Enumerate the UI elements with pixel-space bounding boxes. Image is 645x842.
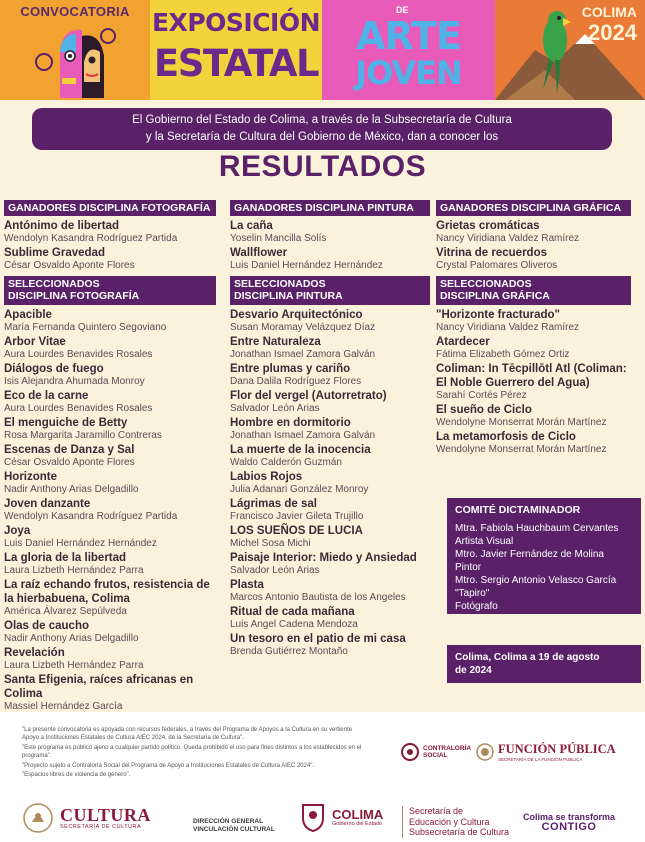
list-item: [4, 619, 216, 645]
intro-line-2: y la Secretaría de Cultura del Gobierno de México, dan a conocer los: [145, 131, 499, 143]
list-item: [4, 470, 216, 496]
work-title: Wallflower: [230, 247, 288, 259]
exposicion-label: EXPOSICIÓN: [151, 8, 321, 37]
work-title: Paisaje Interior: Miedo y Ansiedad: [230, 552, 417, 564]
comite-line: Mtro. Javier Fernández de Molina: [455, 549, 604, 560]
list-item: [4, 551, 216, 577]
contraloria-social-logo: [400, 742, 471, 762]
list-item: [230, 605, 430, 631]
work-title: Lágrimas de sal: [230, 498, 317, 510]
cultura-label: CULTURA: [60, 805, 151, 825]
de-label: DE: [396, 5, 409, 15]
estatal-label: ESTATAL: [153, 42, 319, 85]
author-name: Nancy Viridiana Valdez Ramírez: [436, 233, 580, 244]
author-name: Luis Angel Cadena Mendoza: [230, 619, 358, 630]
work-title: Eco de la carne: [4, 390, 89, 402]
contraloria-emblem-icon: [400, 742, 420, 762]
author-name: Dana Dalila Rodríguez Flores: [230, 376, 362, 387]
list-item: [4, 246, 216, 272]
work-title: Revelación: [4, 647, 65, 659]
list-item: [230, 362, 430, 388]
funcion-publica-sub: SECRETARÍA DE LA FUNCIÓN PÚBLICA: [498, 757, 583, 762]
work-title: Plasta: [230, 579, 264, 591]
work-title: La metamorfosis de Ciclo: [436, 431, 576, 443]
author-name: Brenda Gutiérrez Montaño: [230, 646, 348, 657]
author-name: Julia Adanari González Monroy: [230, 484, 369, 495]
list-item: [230, 335, 430, 361]
comite-line: Mtro. Sergio Antonio Velasco García: [455, 575, 617, 586]
legal-note: "Espacios libres de violencia de género".: [22, 772, 131, 779]
comite-title: COMITÉ DICTAMINADOR: [455, 504, 581, 516]
author-name: Jonathan Ismael Zamora Galván: [230, 349, 376, 360]
list-item: [436, 246, 631, 272]
intro-line-1: El Gobierno del Estado de Colima, a través de la Subsecretaría de Cultura: [132, 114, 512, 126]
author-name: Fátima Elizabeth Gómez Ortiz: [436, 349, 570, 360]
author-name: Salvador León Arias: [230, 403, 320, 414]
author-name: Nadir Anthony Arias Delgadillo: [4, 484, 139, 495]
list-item: [4, 416, 216, 442]
work-title: Joya: [4, 525, 31, 537]
legal-note: "La presente convocatoria es apoyada con recursos federales, a través del Programa de Apoyos a la Cultura en su vertiente Apoyo a Instituciones Estatales de Cultura AIEC 2024, de la Secretaría de Cultura".: [22, 727, 352, 742]
list-item: [230, 524, 430, 550]
author-name: Isis Alejandra Ahumada Monroy: [4, 376, 145, 387]
work-title: Vitrina de recuerdos: [436, 247, 547, 259]
work-title: Hombre en dormitorio: [230, 417, 351, 429]
secretaria-line-1: Secretaría de: [409, 806, 464, 816]
list-item: [436, 219, 631, 245]
intro-banner: [32, 108, 612, 150]
work-title: El sueño de Ciclo: [436, 404, 532, 416]
colima-gobierno-sub: Gobierno del Estado: [332, 820, 383, 827]
comite-line: Mtra. Fabiola Hauchbaum Cervantes: [455, 523, 619, 534]
work-title: El menguiche de Betty: [4, 417, 128, 429]
author-name: Michel Sosa Michi: [230, 538, 311, 549]
comite-line: Pintor: [455, 562, 482, 573]
comite-line: Fotógrafo: [455, 601, 498, 612]
section-head-line-2: DISCIPLINA FOTOGRAFÍA: [8, 290, 140, 302]
colima-panel: [495, 0, 645, 100]
colima-shield-icon: [300, 802, 326, 832]
author-name: Wendolyn Kasandra Rodríguez Partida: [4, 233, 178, 244]
list-item: [436, 362, 631, 402]
list-item: [4, 219, 216, 245]
contigo-line-2: CONTIGO: [541, 821, 597, 833]
work-title: LOS SUEÑOS DE LUCIA: [230, 525, 363, 537]
section-head-line-1: SELECCIONADOS: [234, 278, 326, 290]
section-head-selected-grafica: [436, 276, 631, 305]
author-name: Yoselin Mancilla Solís: [230, 233, 327, 244]
list-item: [436, 403, 631, 429]
section-head-line-1: SELECCIONADOS: [8, 278, 100, 290]
place-date-line-1: Colima, Colima a 19 de agosto: [455, 652, 600, 663]
funcion-publica-label: FUNCIÓN PÚBLICA: [498, 742, 616, 756]
list-item: [436, 430, 631, 456]
work-title: Entre plumas y cariño: [230, 363, 351, 375]
author-name: Massiel Hernández García: [4, 701, 123, 712]
arte-joven-panel: [322, 0, 495, 100]
contraloria-label: CONTRALORÍA: [423, 745, 472, 752]
list-item: [230, 443, 430, 469]
list-item: [230, 470, 430, 496]
cultura-logo: [22, 802, 151, 834]
comite-line: "Tapiro": [455, 588, 490, 599]
work-title: Un tesoro en el patio de mi casa: [230, 633, 406, 645]
author-name: Francisco Javier Gileta Trujillo: [230, 511, 364, 522]
list-item: [230, 632, 430, 658]
section-head-winners-foto: GANADORES DISCIPLINA FOTOGRAFÍA: [4, 200, 216, 216]
list-item: [4, 497, 216, 523]
author-name: Nadir Anthony Arias Delgadillo: [4, 633, 139, 644]
secretaria-line-3: Subsecretaría de Cultura: [409, 827, 510, 837]
list-item: [4, 308, 216, 334]
list-item: [4, 362, 216, 388]
work-title: Flor del vergel (Autorretrato): [230, 390, 387, 402]
work-title: Diálogos de fuego: [4, 363, 104, 375]
list-item: [230, 246, 430, 272]
author-name: Wendolyne Monserrat Morán Martínez: [436, 444, 607, 455]
legal-notes: [22, 726, 362, 780]
author-name: Laura Lizbeth Hernández Parra: [4, 660, 144, 671]
convocatoria-label: CONVOCATORIA: [20, 4, 130, 19]
section-head-line-2: DISCIPLINA PINTURA: [234, 290, 343, 302]
section-head-line-2: DISCIPLINA GRÁFICA: [440, 290, 550, 302]
work-title: "Horizonte fracturado": [436, 309, 560, 321]
author-name: Aura Lourdes Benavides Rosales: [4, 349, 153, 360]
author-name: Laura Lizbeth Hernández Parra: [4, 565, 144, 576]
page-title: RESULTADOS: [218, 150, 427, 183]
column-pintura: [230, 200, 430, 659]
colima-gobierno-label: COLIMA: [332, 806, 384, 822]
work-title: Antónimo de libertad: [4, 220, 119, 232]
vinculacion-line-2: VINCULACIÓN CULTURAL: [193, 826, 275, 833]
list-item: [230, 416, 430, 442]
funcion-publica-emblem-icon: [476, 742, 494, 762]
work-title: Coliman: In Tēcpillōtl Atl (Coliman: El Noble Guerrero del Agua): [436, 363, 627, 389]
work-title: Entre Naturaleza: [230, 336, 321, 348]
legal-note: "Proyecto sujeto a Contraloría Social del Programa de Apoyo a Instituciones Estatales de Cultura AIEC 2024".: [22, 762, 315, 769]
section-head-selected-pintura: [230, 276, 430, 305]
list-item: [230, 219, 430, 245]
author-name: Waldo Calderón Guzmán: [230, 457, 342, 468]
list-item: [4, 389, 216, 415]
work-title: Joven danzante: [4, 498, 91, 510]
year-label: 2024: [588, 20, 637, 45]
author-name: César Osvaldo Aponte Flores: [4, 260, 135, 271]
work-title: Olas de caucho: [4, 620, 90, 632]
list-item: [230, 389, 430, 415]
work-title: Atardecer: [436, 336, 490, 348]
work-title: La caña: [230, 220, 273, 232]
section-head-selected-foto: [4, 276, 216, 305]
vinculacion-logo: [193, 818, 275, 834]
author-name: Wendolyne Monserrat Morán Martínez: [436, 417, 607, 428]
list-item: [4, 524, 216, 550]
work-title: Escenas de Danza y Sal: [4, 444, 135, 456]
exposicion-panel: [150, 0, 322, 100]
secretaria-line-2: Educación y Cultura: [409, 816, 490, 827]
author-name: Nancy Viridiana Valdez Ramírez: [436, 322, 580, 333]
list-item: [230, 308, 430, 334]
work-title: Arbor Vitae: [4, 336, 66, 348]
work-title: La raíz echando frutos, resistencia de la hierbabuena, Colima: [4, 579, 210, 605]
column-grafica: [436, 200, 631, 457]
list-item: [4, 443, 216, 469]
work-title: Horizonte: [4, 471, 58, 483]
comite-dictaminador-box: [447, 498, 641, 614]
list-item: [4, 578, 216, 618]
author-name: Aura Lourdes Benavides Rosales: [4, 403, 153, 414]
mexico-seal-icon: [22, 802, 54, 834]
list-item: [230, 551, 430, 577]
vinculacion-line-1: DIRECCIÓN GENERAL: [193, 818, 264, 825]
list-item: [230, 497, 430, 523]
work-title: Santa Efigenia, raíces africanas en Colima: [4, 674, 194, 700]
contigo-line-1: Colima se transforma: [523, 812, 616, 822]
author-name: María Fernanda Quintero Segoviano: [4, 322, 167, 333]
section-head-winners-grafica: GANADORES DISCIPLINA GRÁFICA: [436, 200, 631, 216]
convocatoria-panel: [0, 0, 150, 100]
legal-note: "Este programa es público ajeno a cualquier partido político. Queda prohibido el uso para fines distintos a los establecidos en el programa".: [22, 744, 362, 760]
work-title: La gloria de la libertad: [4, 552, 127, 564]
list-item: [4, 646, 216, 672]
list-item: [436, 308, 631, 334]
place-date-box: [447, 645, 641, 683]
place-date-line-2: de 2024: [455, 665, 492, 676]
work-title: Grietas cromáticas: [436, 220, 540, 232]
colima-label: COLIMA: [581, 4, 637, 20]
author-name: Rosa Margarita Jaramillo Contreras: [4, 430, 162, 441]
colima-contigo-logo: [523, 812, 615, 832]
work-title: Labios Rojos: [230, 471, 303, 483]
author-name: Crystal Palomares Oliveros: [436, 260, 558, 271]
social-label: SOCIAL: [423, 752, 448, 759]
list-item: [436, 335, 631, 361]
column-fotografia: [4, 200, 216, 714]
secretaria-educacion-logo: [402, 806, 509, 838]
author-name: América Álvarez Sepúlveda: [4, 606, 127, 617]
arte-label: ARTE: [356, 14, 461, 58]
list-item: [4, 335, 216, 361]
author-name: César Osvaldo Aponte Flores: [4, 457, 135, 468]
list-item: [4, 673, 216, 713]
header-banner: [0, 0, 645, 100]
work-title: Sublime Gravedad: [4, 247, 105, 259]
work-title: Apacible: [4, 309, 52, 321]
list-item: [230, 578, 430, 604]
author-name: Luis Daniel Hernández Hernández: [4, 538, 157, 549]
cultura-sub: SECRETARÍA DE CULTURA: [60, 824, 142, 830]
funcion-publica-logo: [476, 742, 616, 762]
work-title: Desvario Arquitectónico: [230, 309, 363, 321]
section-head-line-1: SELECCIONADOS: [440, 278, 532, 290]
author-name: Susan Moramay Velázquez Díaz: [230, 322, 376, 333]
footer: [0, 712, 645, 842]
author-name: Jonathan Ismael Zamora Galván: [230, 430, 376, 441]
author-name: Marcos Antonio Bautista de los Angeles: [230, 592, 406, 603]
author-name: Salvador León Arias: [230, 565, 320, 576]
comite-line: Artista Visual: [455, 536, 514, 547]
colima-gobierno-logo: [300, 802, 383, 832]
work-title: La muerte de la inocencia: [230, 444, 371, 456]
joven-label: JOVEN: [355, 54, 462, 92]
author-name: Luis Daniel Hernández Hernández: [230, 260, 383, 271]
faces-illustration-icon: [30, 22, 120, 98]
author-name: Sarahí Cortés Pérez: [436, 390, 527, 401]
work-title: Ritual de cada mañana: [230, 606, 355, 618]
section-head-winners-pintura: GANADORES DISCIPLINA PINTURA: [230, 200, 430, 216]
author-name: Wendolyn Kasandra Rodríguez Partida: [4, 511, 178, 522]
